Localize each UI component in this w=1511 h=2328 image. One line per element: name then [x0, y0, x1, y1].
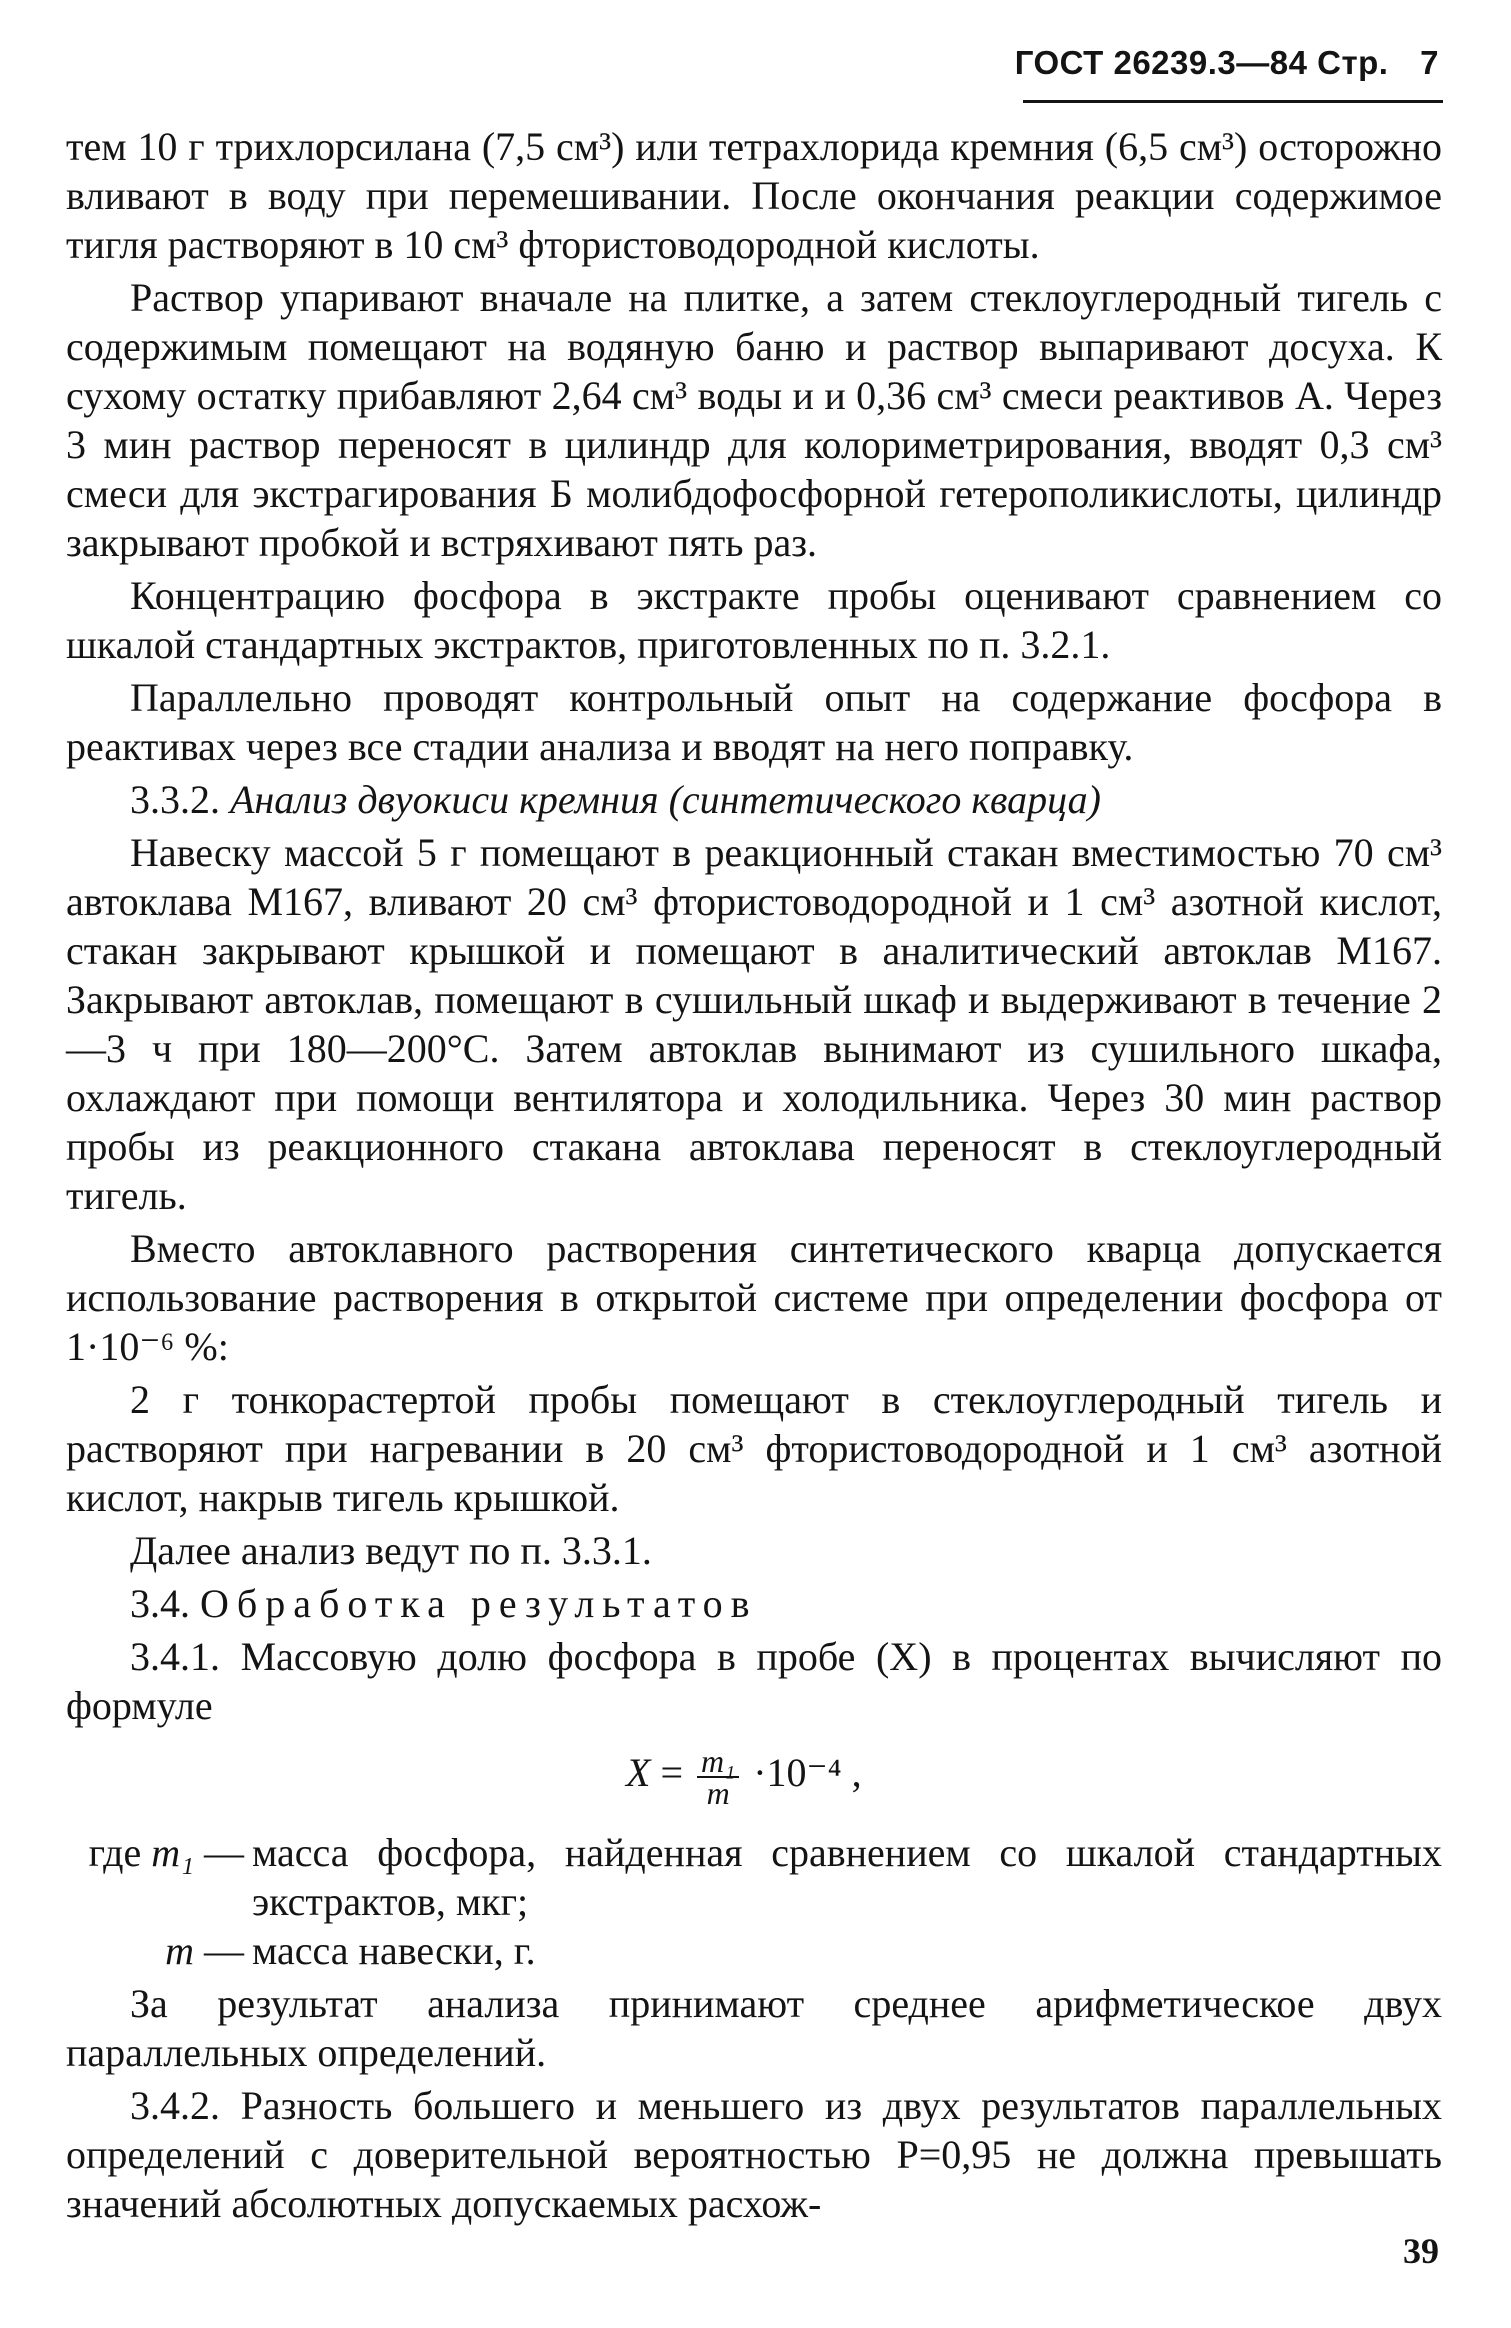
section-3-3-2-heading [66, 775, 1442, 824]
formula-factor: ·10⁻⁴ [753, 1750, 842, 1796]
definition-row [66, 1926, 1442, 1975]
paragraph-10: За результат анализа принимают среднее арифметическое двух параллельных определений. [66, 1981, 1442, 2075]
paragraph-2: Раствор упаривают вначале на плитке, а затем стеклоуглеродный тигель с содержимым помещают на водяную баню и раствор выпаривают досуха. К сухому остатку прибавляют 2,64 см³ воды и и 0,36 см³ смеси реактивов А. Через 3 мин раствор переносят в цилиндр для колориметрирования, вводят 0,3 см³ смеси для экстрагирования Б молибдофосфорной гетерополикислоты, цилиндр закрывают пробкой и встряхивают пять раз. [66, 275, 1442, 565]
section-3-3-2-title: Анализ двуокиси кремния (синтетического кварца) [230, 777, 1101, 822]
formula-numerator: m₁ [697, 1746, 739, 1778]
header-doc-code: ГОСТ 26239.3—84 [1014, 44, 1308, 81]
formula-fraction [697, 1743, 739, 1811]
definition-row [66, 1828, 1442, 1926]
running-header [1015, 44, 1439, 82]
definition-symbol: m₁ [151, 1830, 194, 1875]
paragraph-5: Навеску массой 5 г помещают в реакционный стакан вместимостью 70 см³ автоклава М167, вливают 20 см³ фтористоводородной и 1 см³ азотной кислот, стакан закрывают крышкой и помещают в аналитический автоклав М167. Закрывают автоклав, помещают в сушильный шкаф и выдерживают в течение 2—3 ч при 180—200°С. Затем автоклав вынимают из сушильного шкафа, охлаждают при помощи вентилятора и холодильника. Через 30 мин раствор пробы из реакционного стакана автоклава переносят в стеклоуглеродный тигель. [66, 830, 1442, 1218]
definition-dash: — [194, 1830, 244, 1875]
footer-page-number: 39 [1403, 2231, 1439, 2271]
paragraph-7: 2 г тонкорастертой пробы помещают в стеклоуглеродный тигель и растворяют при нагревании в 20 см³ фтористоводородной и 1 см³ азотной кислот, накрыв тигель крышкой. [66, 1377, 1442, 1520]
definition-text: масса фосфора, найденная сравнением со шкалой стандартных экстрактов, мкг; [252, 1830, 1442, 1924]
paragraph-4: Параллельно проводят контрольный опыт на содержание фосфора в реактивах через все стадии анализа и вводят на него поправку. [66, 675, 1442, 769]
formula-eq: = [660, 1750, 683, 1796]
definition-dash: — [194, 1928, 244, 1973]
paragraph-9: 3.4.1. Массовую долю фосфора в пробе (X) в процентах вычисляют по формуле [66, 1634, 1442, 1728]
paragraph-8: Далее анализ ведут по п. 3.3.1. [130, 1528, 652, 1573]
formula-trail: , [851, 1750, 862, 1796]
section-3-3-2-number: 3.3.2. [130, 777, 220, 822]
formula-denominator: m [706, 1775, 730, 1811]
body-text [66, 122, 1442, 2232]
section-3-4-title: Обработка результатов [200, 1581, 758, 1626]
header-rule [1023, 100, 1443, 103]
header-page-label: Стр. [1317, 44, 1389, 81]
variable-definitions [66, 1828, 1442, 1975]
definition-prefix: где [88, 1830, 152, 1875]
paragraph-3: Концентрацию фосфора в экстракте пробы оценивают сравнением со шкалой стандартных экстрактов, приготовленных по п. 3.2.1. [66, 573, 1442, 667]
definition-symbol: m [165, 1928, 194, 1973]
paragraph-6: Вместо автоклавного растворения синтетического кварца допускается использование растворения в открытой системе при определении фосфора от 1·10⁻⁶ %: [66, 1226, 1442, 1369]
formula [66, 1736, 1442, 1820]
header-page-number: 7 [1420, 44, 1439, 81]
formula-lhs: X [626, 1750, 651, 1796]
paragraph-1: тем 10 г трихлорсилана (7,5 см³) или тетрахлорида кремния (6,5 см³) осторожно вливают в воду при перемешивании. После окончания реакции содержимое тигля растворяют в 10 см³ фтористоводородной кислоты. [66, 124, 1442, 267]
section-3-4-number: 3.4. [130, 1581, 190, 1626]
section-3-4-heading [66, 1579, 1442, 1628]
paragraph-11: 3.4.2. Разность большего и меньшего из двух результатов параллельных определений с доверительной вероятностью P=0,95 не должна превышать значений абсолютных допускаемых расхож- [66, 2083, 1442, 2226]
definition-text: масса навески, г. [252, 1928, 536, 1973]
